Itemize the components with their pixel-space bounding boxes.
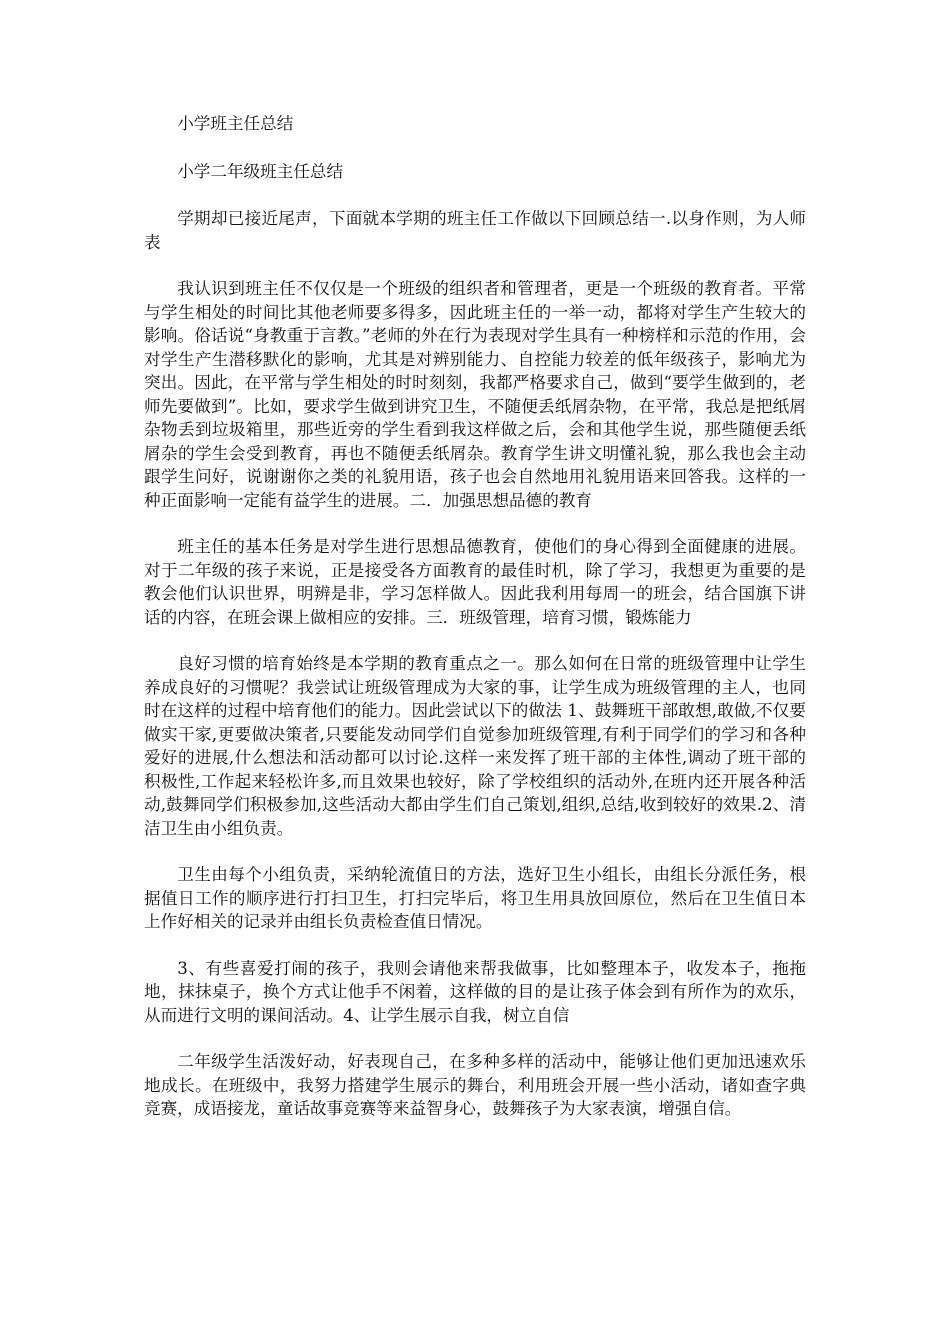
paragraph-active-children: 3、有些喜爱打闹的孩子，我则会请他来帮我做事，比如整理本子，收发本子，拖拖地，抹抹桌子，换个方式让他手不闲着，这样做的目的是让孩子体会到有所作为的欢乐，从而进行文明的课间活动。4、让学生展示自我，树立自信 (144, 958, 806, 1025)
document-subtitle: 小学二年级班主任总结 (177, 161, 344, 181)
paragraph-moral-education: 班主任的基本任务是对学生进行思想品德教育，使他们的身心得到全面健康的进展。对于二年级的孩子来说，正是接受各方面教育的最佳时机，除了学习，我想更为重要的是教会他们认识世界，明辨是非，学习怎样做人。因此我利用每周一的班会，结合国旗下讲话的内容，在班会课上做相应的安排。三．班级管理，培育习惯，锻炼能力 (144, 537, 806, 627)
paragraph-intro: 学期却已接近尾声，下面就本学期的班主任工作做以下回顾总结一.以身作则，为人师表 (144, 209, 806, 252)
document-title: 小学班主任总结 (177, 114, 294, 133)
paragraph-self-confidence: 二年级学生活泼好动，好表现自己，在多种多样的活动中，能够让他们更加迅速欢乐地成长。在班级中，我努力搭建学生展示的舞台，利用班会开展一些小活动，诸如查字典竞赛，成语接龙，童话故事竞赛等来益智身心，鼓舞孩子为大家表演，增强自信。 (144, 1052, 806, 1118)
document-page (144, 112, 806, 1144)
paragraph-role-model: 我认识到班主任不仅仅是一个班级的组织者和管理者，更是一个班级的教育者。平常与学生相处的时间比其他老师要多得多，因此班主任的一举一动，都将对学生产生较大的影响。俗话说“身教重于言教。”老师的外在行为表现对学生具有一种榜样和示范的作用，会对学生产生潜移默化的影响，尤其是对辨别能力、自控能力较差的低年级孩子，影响尤为突出。因此，在平常与学生相处的时时刻刻，我都严格要求自己，做到“要学生做到的，老师先要做到”。比如，要求学生做到讲究卫生，不随便丢纸屑杂物，在平常，我总是把纸屑杂物丢到垃圾箱里，那些近旁的学生看到我这样做之后，会和其他学生说，那些随便丢纸屑杂的学生会受到教育，再也不随便丢纸屑杂。教育学生讲文明懂礼貌，那么我也会主动跟学生问好，说谢谢你之类的礼貌用语，孩子也会自然地用礼貌用语来回答我。这样的一种正面影响一定能有益学生的进展。二．加强思想品德的教育 (144, 279, 806, 510)
paragraph-hygiene: 卫生由每个小组负责，采纳轮流值日的方法，选好卫生小组长，由组长分派任务，根据值日工作的顺序进行打扫卫生，打扫完毕后，将卫生用具放回原位，然后在卫生值日本上作好相关的记录并由组长负责检查值日情况。 (144, 865, 806, 931)
paragraph-class-management: 良好习惯的培育始终是本学期的教育重点之一。那么如何在日常的班级管理中让学生养成良好的习惯呢？我尝试让班级管理成为大家的事，让学生成为班级管理的主人，也同时在这样的过程中培育他们的能力。因此尝试以下的做法 1、鼓舞班干部敢想,敢做,不仅要做实干家,更要做决策者,只要能发动同学们自觉参加班级管理,有利于同学们的学习和各种爱好的进展,什么想法和活动都可以讨论.这样一来发挥了班干部的主体性,调动了班干部的积极性,工作起来轻松许多,而且效果也较好，除了学校组织的活动外,在班内还开展各种活动,鼓舞同学们积极参加,这些活动大都由学生们自己策划,组织,总结,收到较好的效果.2、清洁卫生由小组负责。 (144, 654, 806, 838)
